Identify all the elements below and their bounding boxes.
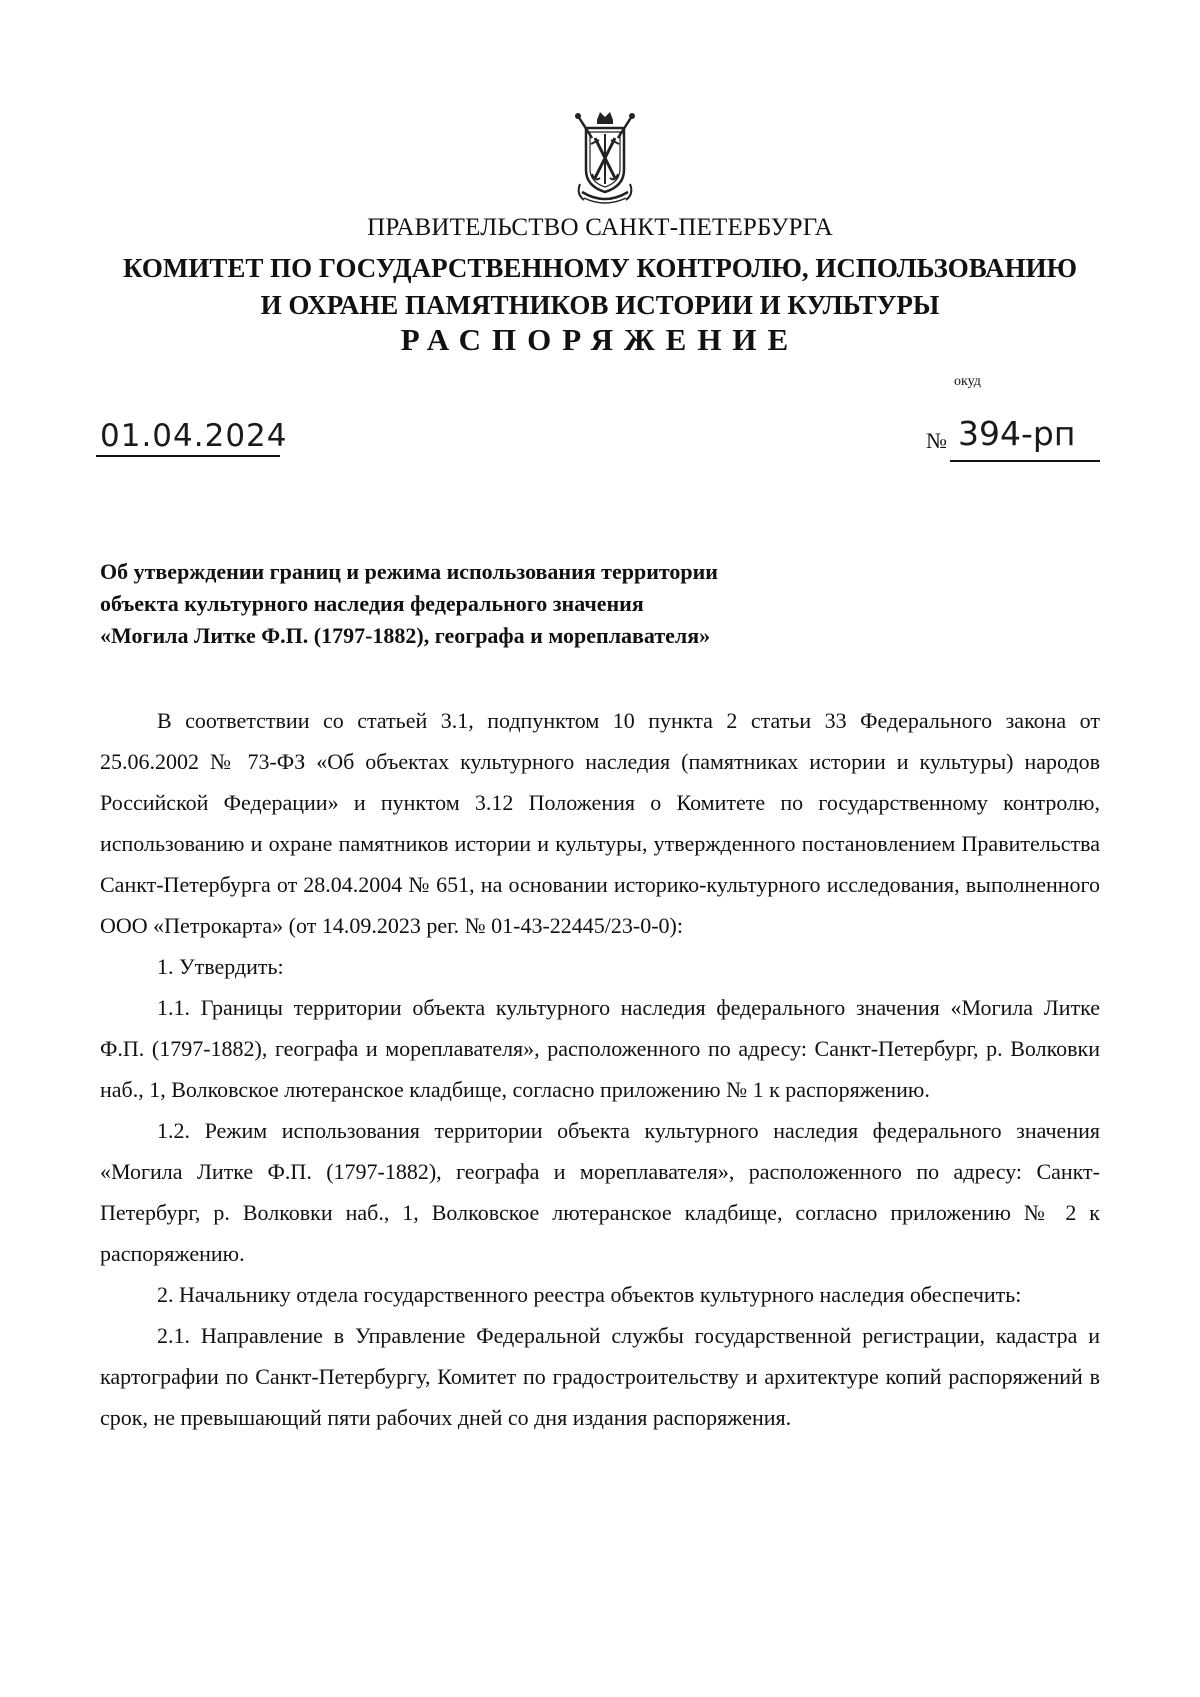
- number-underline: [950, 460, 1100, 462]
- number-sign: №: [926, 428, 947, 453]
- paragraph-preamble: В соответствии со статьей 3.1, подпунктом 10 пункта 2 статьи 33 Федерального закона от 25.06.2002 № 73-ФЗ «Об объектах культурного наследия (памятниках истории и культуры) народов Российской Федерации» и пунктом 3.12 Положения о Комитете по государственному контролю, использованию и охране памятников истории и культуры, утвержденного постановлением Правительства Санкт-Петербурга от 28.04.2004 № 651, на основании историко-культурного исследования, выполненного ООО «Петрокарта» (от 14.09.2023 рег. № 01-43-22445/23-0-0):: [100, 708, 1100, 938]
- subject-line-1: Об утверждении границ и режима использования территории: [100, 559, 718, 584]
- document-body: [100, 700, 1100, 1438]
- government-name: ПРАВИТЕЛЬСТВО САНКТ-ПЕТЕРБУРГА: [367, 214, 833, 241]
- paragraph-1-1: 1.1. Границы территории объекта культурного наследия федерального значения «Могила Литке Ф.П. (1797-1882), географа и мореплавателя», расположенного по адресу: Санкт-Петербург, р. Волковки наб., 1, Волковское лютеранское кладбище, согласно приложению № 1 к распоряжению.: [100, 995, 1100, 1102]
- document-subject: [100, 556, 1000, 652]
- date-underline: [96, 455, 280, 457]
- document-date: 01.04.2024: [100, 418, 288, 454]
- coat-of-arms-icon: [570, 108, 640, 208]
- document-type-title: РАСПОРЯЖЕНИЕ: [400, 322, 800, 357]
- committee-name: [0, 250, 1200, 324]
- paragraph-1: 1. Утвердить:: [157, 954, 284, 979]
- paragraph-2: 2. Начальнику отдела государственного реестра объектов культурного наследия обеспечить:: [157, 1282, 1022, 1307]
- document-number: 394-рп: [958, 414, 1076, 453]
- subject-line-2: объекта культурного наследия федерального значения: [100, 591, 644, 616]
- committee-name-line-2: И ОХРАНЕ ПАМЯТНИКОВ ИСТОРИИ И КУЛЬТУРЫ: [260, 290, 940, 320]
- committee-name-line-1: КОМИТЕТ ПО ГОСУДАРСТВЕННОМУ КОНТРОЛЮ, ИСПОЛЬЗОВАНИЮ: [123, 253, 1077, 283]
- okud-label: окуд: [954, 374, 981, 389]
- paragraph-1-2: 1.2. Режим использования территории объекта культурного наследия федерального значения «Могила Литке Ф.П. (1797-1882), географа и мореплавателя», расположенного по адресу: Санкт-Петербург, р. Волковки наб., 1, Волковское лютеранское кладбище, согласно приложению № 2 к распоряжению.: [100, 1118, 1100, 1266]
- paragraph-2-1: 2.1. Направление в Управление Федеральной службы государственной регистрации, кадастра и картографии по Санкт-Петербургу, Комитет по градостроительству и архитектуре копий распоряжений в срок, не превышающий пяти рабочих дней со дня издания распоряжения.: [100, 1323, 1100, 1430]
- subject-line-3: «Могила Литке Ф.П. (1797-1882), географа и мореплавателя»: [100, 623, 711, 648]
- coat-of-arms-graphic: [570, 108, 640, 208]
